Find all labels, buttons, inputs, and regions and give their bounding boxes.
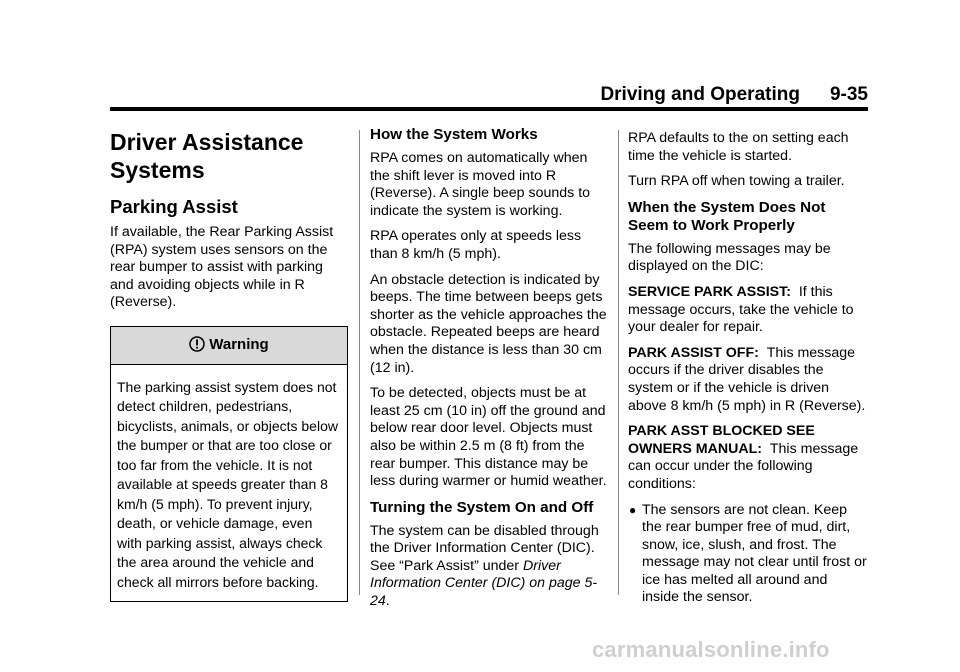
park-asst-blocked-message (628, 423, 868, 493)
system-not-working-heading: When the System Does Not Seem to Work Properly (628, 198, 826, 234)
rpa-speed-paragraph: RPA operates only at speeds less than 8 km/h (5 mph). (370, 228, 582, 262)
dic-messages-intro: The following messages may be displayed on the DIC: (628, 240, 831, 275)
park-assist-off-message (628, 345, 868, 415)
column-divider-2 (618, 130, 619, 595)
watermark: carmanualsonline.info (592, 637, 830, 662)
park-assist-off-text: This message occurs if the driver disables the system or if the vehicle is driven above 8 km/h (5 mph) in R (Reverse). (628, 344, 866, 414)
column-2 (370, 126, 610, 619)
chapter-title-line2: Systems (110, 157, 205, 183)
disable-paragraph (370, 523, 610, 611)
column-divider-1 (359, 130, 360, 595)
disable-paragraph-end: . (385, 593, 390, 610)
warning-label: Warning (209, 335, 269, 353)
warning-header (111, 327, 347, 365)
chapter-title (110, 128, 350, 184)
detection-range-paragraph: To be detected, objects must be at least 25 cm (10 in) off the ground and below rear door level. Objects must also be within 2.5 m (8 ft) from the rear bumper. This distance may be less during warmer or humid weather. (370, 385, 607, 490)
bullet-icon: ● (629, 502, 637, 517)
header-rule (110, 107, 868, 111)
running-header (110, 84, 868, 106)
warning-text: The parking assist system does not detect children, pedestrians, bicyclists, animals, or objects below the bumper or that are too close or too far from the vehicle. It is not available at speeds greater than 8 km/h (5 mph). To prevent injury, death, or vehicle damage, even with parking assist, always check the area around the vehicle and check all mirrors before backing. (117, 378, 338, 590)
parking-assist-heading: Parking Assist (110, 196, 238, 217)
how-system-works-heading: How the System Works (370, 126, 538, 143)
warning-icon (189, 336, 205, 352)
service-park-assist-label: SERVICE PARK ASSIST: (628, 283, 791, 300)
column-3 (628, 130, 868, 607)
park-asst-blocked-text: This message can occur under the following conditions: (628, 440, 859, 492)
sensors-not-clean-text: The sensors are not clean. Keep the rear bumper free of mud, dirt, snow, ice, slush, and frost. The message may not clear until frost or ice has melted all around and inside the sensor. (642, 501, 867, 606)
rpa-default-paragraph: RPA defaults to the on setting each time the vehicle is started. (628, 130, 849, 164)
park-asst-blocked-label: PARK ASST BLOCKED SEE OWNERS MANUAL: (628, 423, 815, 457)
warning-box (110, 326, 348, 603)
service-park-assist-message (628, 284, 868, 337)
turning-system-on-off-heading: Turning the System On and Off (370, 498, 594, 516)
header-page-number: 9-35 (829, 84, 868, 105)
dic-page-reference: Driver Information Center (DIC) on page 5-24 (370, 557, 598, 610)
header-section-title: Driving and Operating (600, 84, 800, 105)
rpa-activation-paragraph: RPA comes on automatically when the shift lever is moved into R (Reverse). A single beep sounds to indicate the system is working. (370, 150, 591, 219)
park-assist-off-label: PARK ASSIST OFF: (628, 344, 759, 361)
column-1 (110, 124, 350, 602)
obstacle-detection-paragraph: An obstacle detection is indicated by beeps. The time between beeps gets shorter as the vehicle approaches the obstacle. Repeated beeps are heard when the distance is less than 30 cm (12 in). (370, 271, 607, 376)
list-item (628, 502, 868, 608)
chapter-title-line1: Driver Assistance (110, 129, 304, 155)
towing-paragraph: Turn RPA off when towing a trailer. (628, 173, 845, 190)
disable-paragraph-text: The system can be disabled through the Driver Information Center (DIC). See “Park Assist” under (370, 522, 599, 574)
service-park-assist-text: If this message occurs, take the vehicle to your dealer for repair. (628, 283, 854, 336)
parking-assist-intro: If available, the Rear Parking Assist (RPA) system uses sensors on the rear bumper to assist with parking and avoiding objects while in R (Reverse). (110, 224, 334, 311)
